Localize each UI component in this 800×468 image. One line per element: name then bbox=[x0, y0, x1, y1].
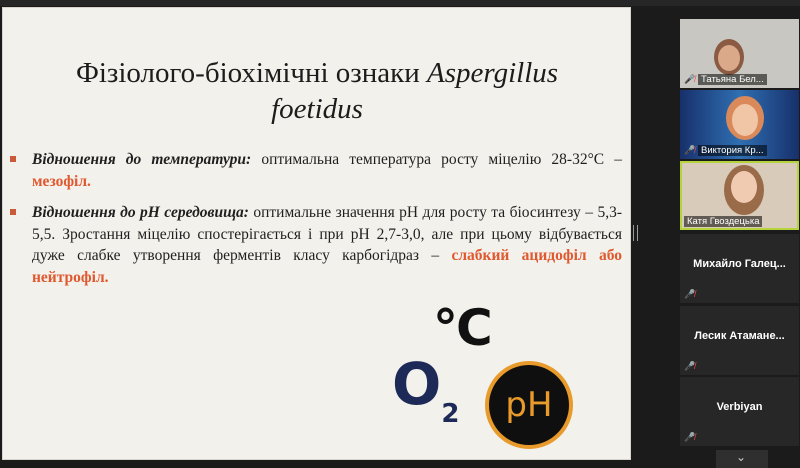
bullet-label: Відношення до рН середовища: bbox=[32, 204, 249, 221]
show-more-participants-button[interactable] bbox=[716, 450, 768, 468]
participant-face bbox=[732, 104, 758, 136]
bullet-text: оптимальне значення рН для росту та біосинтезу – 5,3-5,5. Зростання міцелію спостерігається і при рН 2,7-3,0, але при цьому відбувається дуже слабке утворення ферментів класу карбогідраз – bbox=[32, 204, 622, 264]
participant-tile[interactable] bbox=[680, 234, 799, 303]
muted-mic-icon: 🎤̸ bbox=[684, 289, 696, 299]
shared-screen-slide bbox=[2, 7, 631, 460]
muted-mic-icon: 🎤̸ bbox=[684, 145, 696, 155]
participant-name: Виктория Кр... bbox=[698, 145, 767, 156]
participant-tile-active[interactable] bbox=[680, 161, 799, 230]
top-bar bbox=[0, 0, 800, 6]
oxygen-icon bbox=[392, 350, 459, 429]
title-species-genus: Aspergillus bbox=[427, 57, 559, 89]
participant-tile[interactable] bbox=[680, 306, 799, 375]
bullet-ph bbox=[10, 202, 622, 288]
oxygen-subscript: 2 bbox=[441, 399, 460, 429]
title-species-name: foetidus bbox=[271, 93, 363, 125]
participant-tile[interactable] bbox=[680, 19, 799, 88]
participant-name: Лесик Атамане... bbox=[694, 330, 785, 342]
ph-icon bbox=[485, 361, 573, 449]
participant-tile[interactable] bbox=[680, 90, 799, 159]
slide-title bbox=[22, 55, 612, 127]
participant-name: Verbiyan bbox=[716, 401, 763, 413]
panel-resize-handle[interactable] bbox=[633, 225, 638, 241]
bullet-highlight: слабкий ацидофіл або нейтрофіл. bbox=[32, 247, 622, 286]
muted-mic-icon: 🎤̸ bbox=[684, 432, 696, 442]
chevron-down-icon: ⌄ bbox=[736, 450, 747, 464]
bullet-marker bbox=[10, 209, 16, 215]
ph-label: pH bbox=[489, 365, 569, 445]
participant-name: Михайло Галец... bbox=[693, 258, 786, 270]
bullet-marker bbox=[10, 156, 16, 162]
participant-tile[interactable] bbox=[680, 377, 799, 446]
muted-mic-icon: 🎤̸ bbox=[684, 74, 696, 84]
participant-name: Катя Гвоздецька bbox=[684, 216, 762, 227]
title-text: Фізіолого-біохімічні ознаки bbox=[75, 57, 420, 89]
participant-name: Татьяна Бел... bbox=[698, 74, 767, 85]
participant-face bbox=[718, 45, 740, 71]
muted-mic-icon: 🎤̸ bbox=[684, 361, 696, 371]
bullet-temperature bbox=[10, 149, 622, 192]
bullet-text: оптимальна температура росту міцелію 28-32°C – bbox=[251, 151, 622, 168]
bullet-highlight: мезофіл. bbox=[32, 172, 91, 190]
bullet-label: Відношення до температури: bbox=[32, 151, 252, 168]
oxygen-symbol: O bbox=[392, 350, 442, 418]
celsius-icon: °C bbox=[433, 299, 491, 357]
participant-face bbox=[731, 171, 757, 203]
